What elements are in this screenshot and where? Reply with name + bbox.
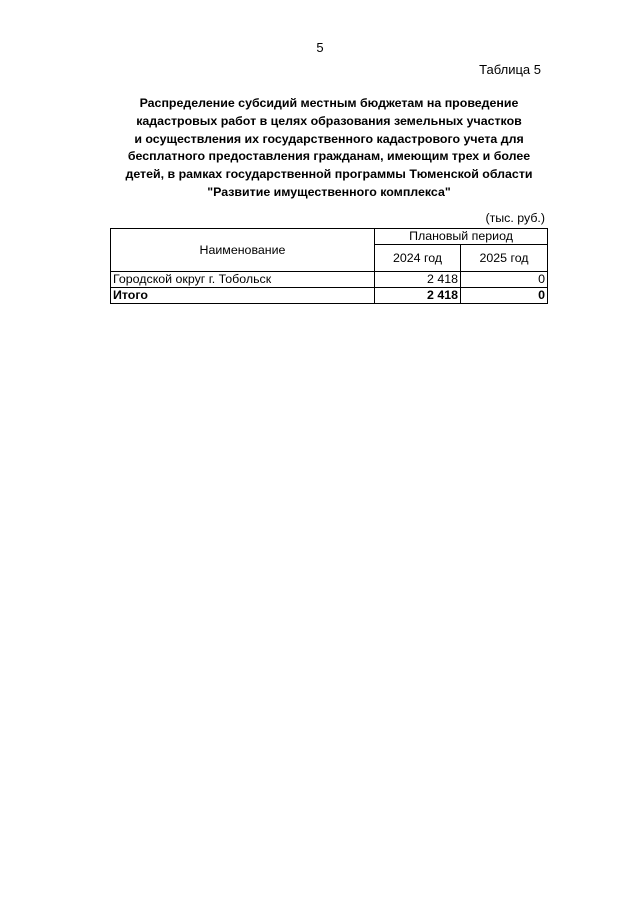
title-line: бесплатного предоставления гражданам, имеющим трех и более: [127, 149, 531, 164]
title-line: детей, в рамках государственной программы Тюменской области: [125, 167, 533, 182]
total-2024-cell: 2 418: [375, 288, 461, 304]
column-header-name: Наименование: [111, 229, 375, 272]
table-row: [111, 272, 548, 288]
document-title: [100, 95, 558, 202]
column-header-2024: 2024 год: [375, 245, 461, 272]
table-label: Таблица 5: [479, 62, 541, 77]
units-label: (тыс. руб.): [485, 211, 545, 225]
title-line: Распределение субсидий местным бюджетам на проведение: [139, 96, 519, 110]
title-line: кадастровых работ в целях образования земельных участков: [136, 113, 522, 128]
row-2024-cell: 2 418: [375, 272, 461, 288]
total-row: [111, 288, 548, 304]
title-line: "Развитие имущественного комплекса": [207, 184, 451, 199]
total-name-cell: Итого: [111, 288, 375, 304]
title-line: и осуществления их государственного кадастрового учета для: [134, 131, 524, 146]
subsidy-table: [110, 228, 548, 304]
total-2025-cell: 0: [461, 288, 548, 304]
column-header-period: Плановый период: [375, 229, 548, 245]
row-name-cell: Городской округ г. Тобольск: [111, 272, 375, 288]
page-number: 5: [316, 40, 324, 55]
table-header-row: [111, 229, 548, 245]
row-2025-cell: 0: [461, 272, 548, 288]
column-header-2025: 2025 год: [461, 245, 548, 272]
